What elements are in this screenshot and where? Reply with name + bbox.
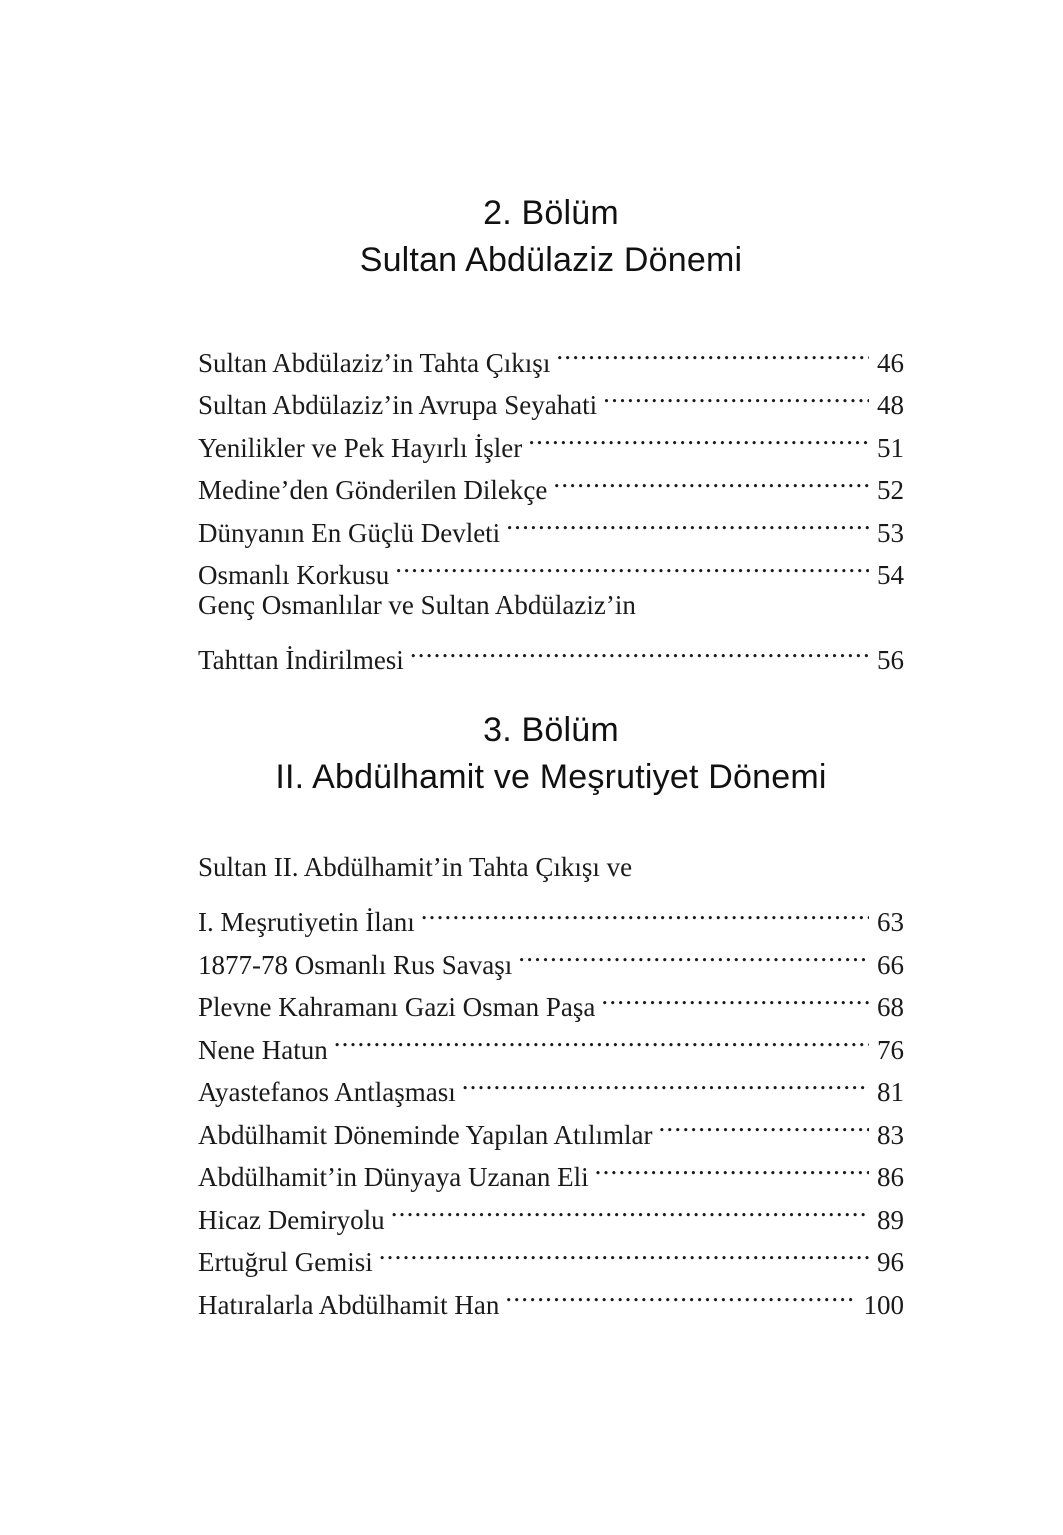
chapter-3 [198, 707, 904, 1320]
dot-leader [506, 499, 869, 542]
toc-entry-page: 96 [877, 1247, 904, 1277]
toc-entry-page: 48 [877, 390, 904, 420]
dot-leader [462, 1059, 869, 1102]
toc-entry-title: Sultan II. Abdülhamit’in Tahta Çıkışı ve [198, 852, 633, 882]
chapter-number: 2. Bölüm [483, 194, 619, 232]
toc-entry-title: I. Meşrutiyetin İlanı [198, 907, 415, 937]
toc-entry-page: 83 [877, 1119, 904, 1150]
toc-entry-page: 89 [877, 1204, 904, 1235]
toc-entry-title: Sultan Abdülaziz’in Tahta Çıkışı [198, 347, 551, 378]
toc-entry-page: 76 [877, 1034, 904, 1065]
toc-entry-title: Dünyanın En Güçlü Devleti [198, 517, 501, 548]
dot-leader [395, 542, 869, 585]
toc-entry[interactable] [198, 329, 904, 378]
toc-entry-title: Sultan Abdülaziz’in Avrupa Seyahati [198, 390, 598, 420]
toc-entry-page: 66 [877, 949, 904, 980]
toc-entry-title: Tahttan İndirilmesi [198, 645, 404, 675]
dot-leader [334, 1016, 869, 1059]
dot-leader [391, 1186, 869, 1229]
dot-leader [553, 457, 869, 500]
toc-entry-page: 53 [877, 517, 904, 548]
toc-entry[interactable] [198, 627, 904, 675]
toc-entry-title: Yenilikler ve Pek Hayırlı İşler [198, 432, 523, 463]
dot-leader [603, 372, 869, 415]
dot-leader [410, 627, 869, 670]
toc-entry-page: 100 [863, 1289, 904, 1320]
toc-entry-title: 1877-78 Osmanlı Rus Savaşı [198, 949, 513, 980]
toc-entry-page: 46 [877, 347, 904, 378]
chapter-title: II. Abdülhamit ve Meşrutiyet Dönemi [275, 758, 827, 796]
chapter-2 [198, 190, 904, 675]
dot-leader [421, 889, 869, 932]
toc-entry-page: 86 [877, 1162, 904, 1192]
dot-leader [556, 329, 869, 372]
chapter-heading [198, 707, 904, 801]
toc-entry-page: 56 [877, 645, 904, 675]
toc-entry-title: Nene Hatun [198, 1034, 328, 1065]
toc-entry-page: 68 [877, 992, 904, 1022]
dot-leader [528, 414, 869, 457]
dot-leader [658, 1101, 869, 1144]
toc-entry-page: 63 [877, 907, 904, 937]
toc-list [198, 846, 904, 1320]
chapter-heading [198, 190, 904, 284]
toc-list [198, 329, 904, 675]
toc-entry-title: Abdülhamit’in Dünyaya Uzanan Eli [198, 1162, 589, 1192]
dot-leader [518, 931, 869, 974]
toc-entry-title: Abdülhamit Döneminde Yapılan Atılımlar [198, 1119, 653, 1150]
chapter-title: Sultan Abdülaziz Dönemi [359, 241, 743, 279]
toc-entry-title: Plevne Kahramanı Gazi Osman Paşa [198, 992, 596, 1022]
toc-entry-title: Hatıralarla Abdülhamit Han [198, 1289, 500, 1320]
toc-entry[interactable] [198, 846, 904, 889]
dot-leader [595, 1144, 869, 1187]
toc-entry-title: Medine’den Gönderilen Dilekçe [198, 475, 548, 505]
toc-entry-page: 52 [877, 475, 904, 505]
chapter-number: 3. Bölüm [483, 711, 619, 749]
toc-entry[interactable] [198, 584, 904, 627]
toc-entry-page: 51 [877, 432, 904, 463]
dot-leader [379, 1229, 869, 1272]
toc-entry-title: Osmanlı Korkusu [198, 560, 390, 590]
dot-leader [505, 1271, 855, 1314]
toc-entry[interactable] [198, 889, 904, 937]
toc-entry-title: Ertuğrul Gemisi [198, 1247, 373, 1277]
toc-entry-page: 54 [877, 560, 904, 590]
toc-entry-title: Ayastefanos Antlaşması [198, 1077, 456, 1107]
toc-entry-page: 81 [877, 1077, 904, 1107]
toc-entry-title: Genç Osmanlılar ve Sultan Abdülaziz’in [198, 590, 636, 620]
dot-leader [601, 974, 869, 1017]
toc-entry-title: Hicaz Demiryolu [198, 1204, 385, 1235]
